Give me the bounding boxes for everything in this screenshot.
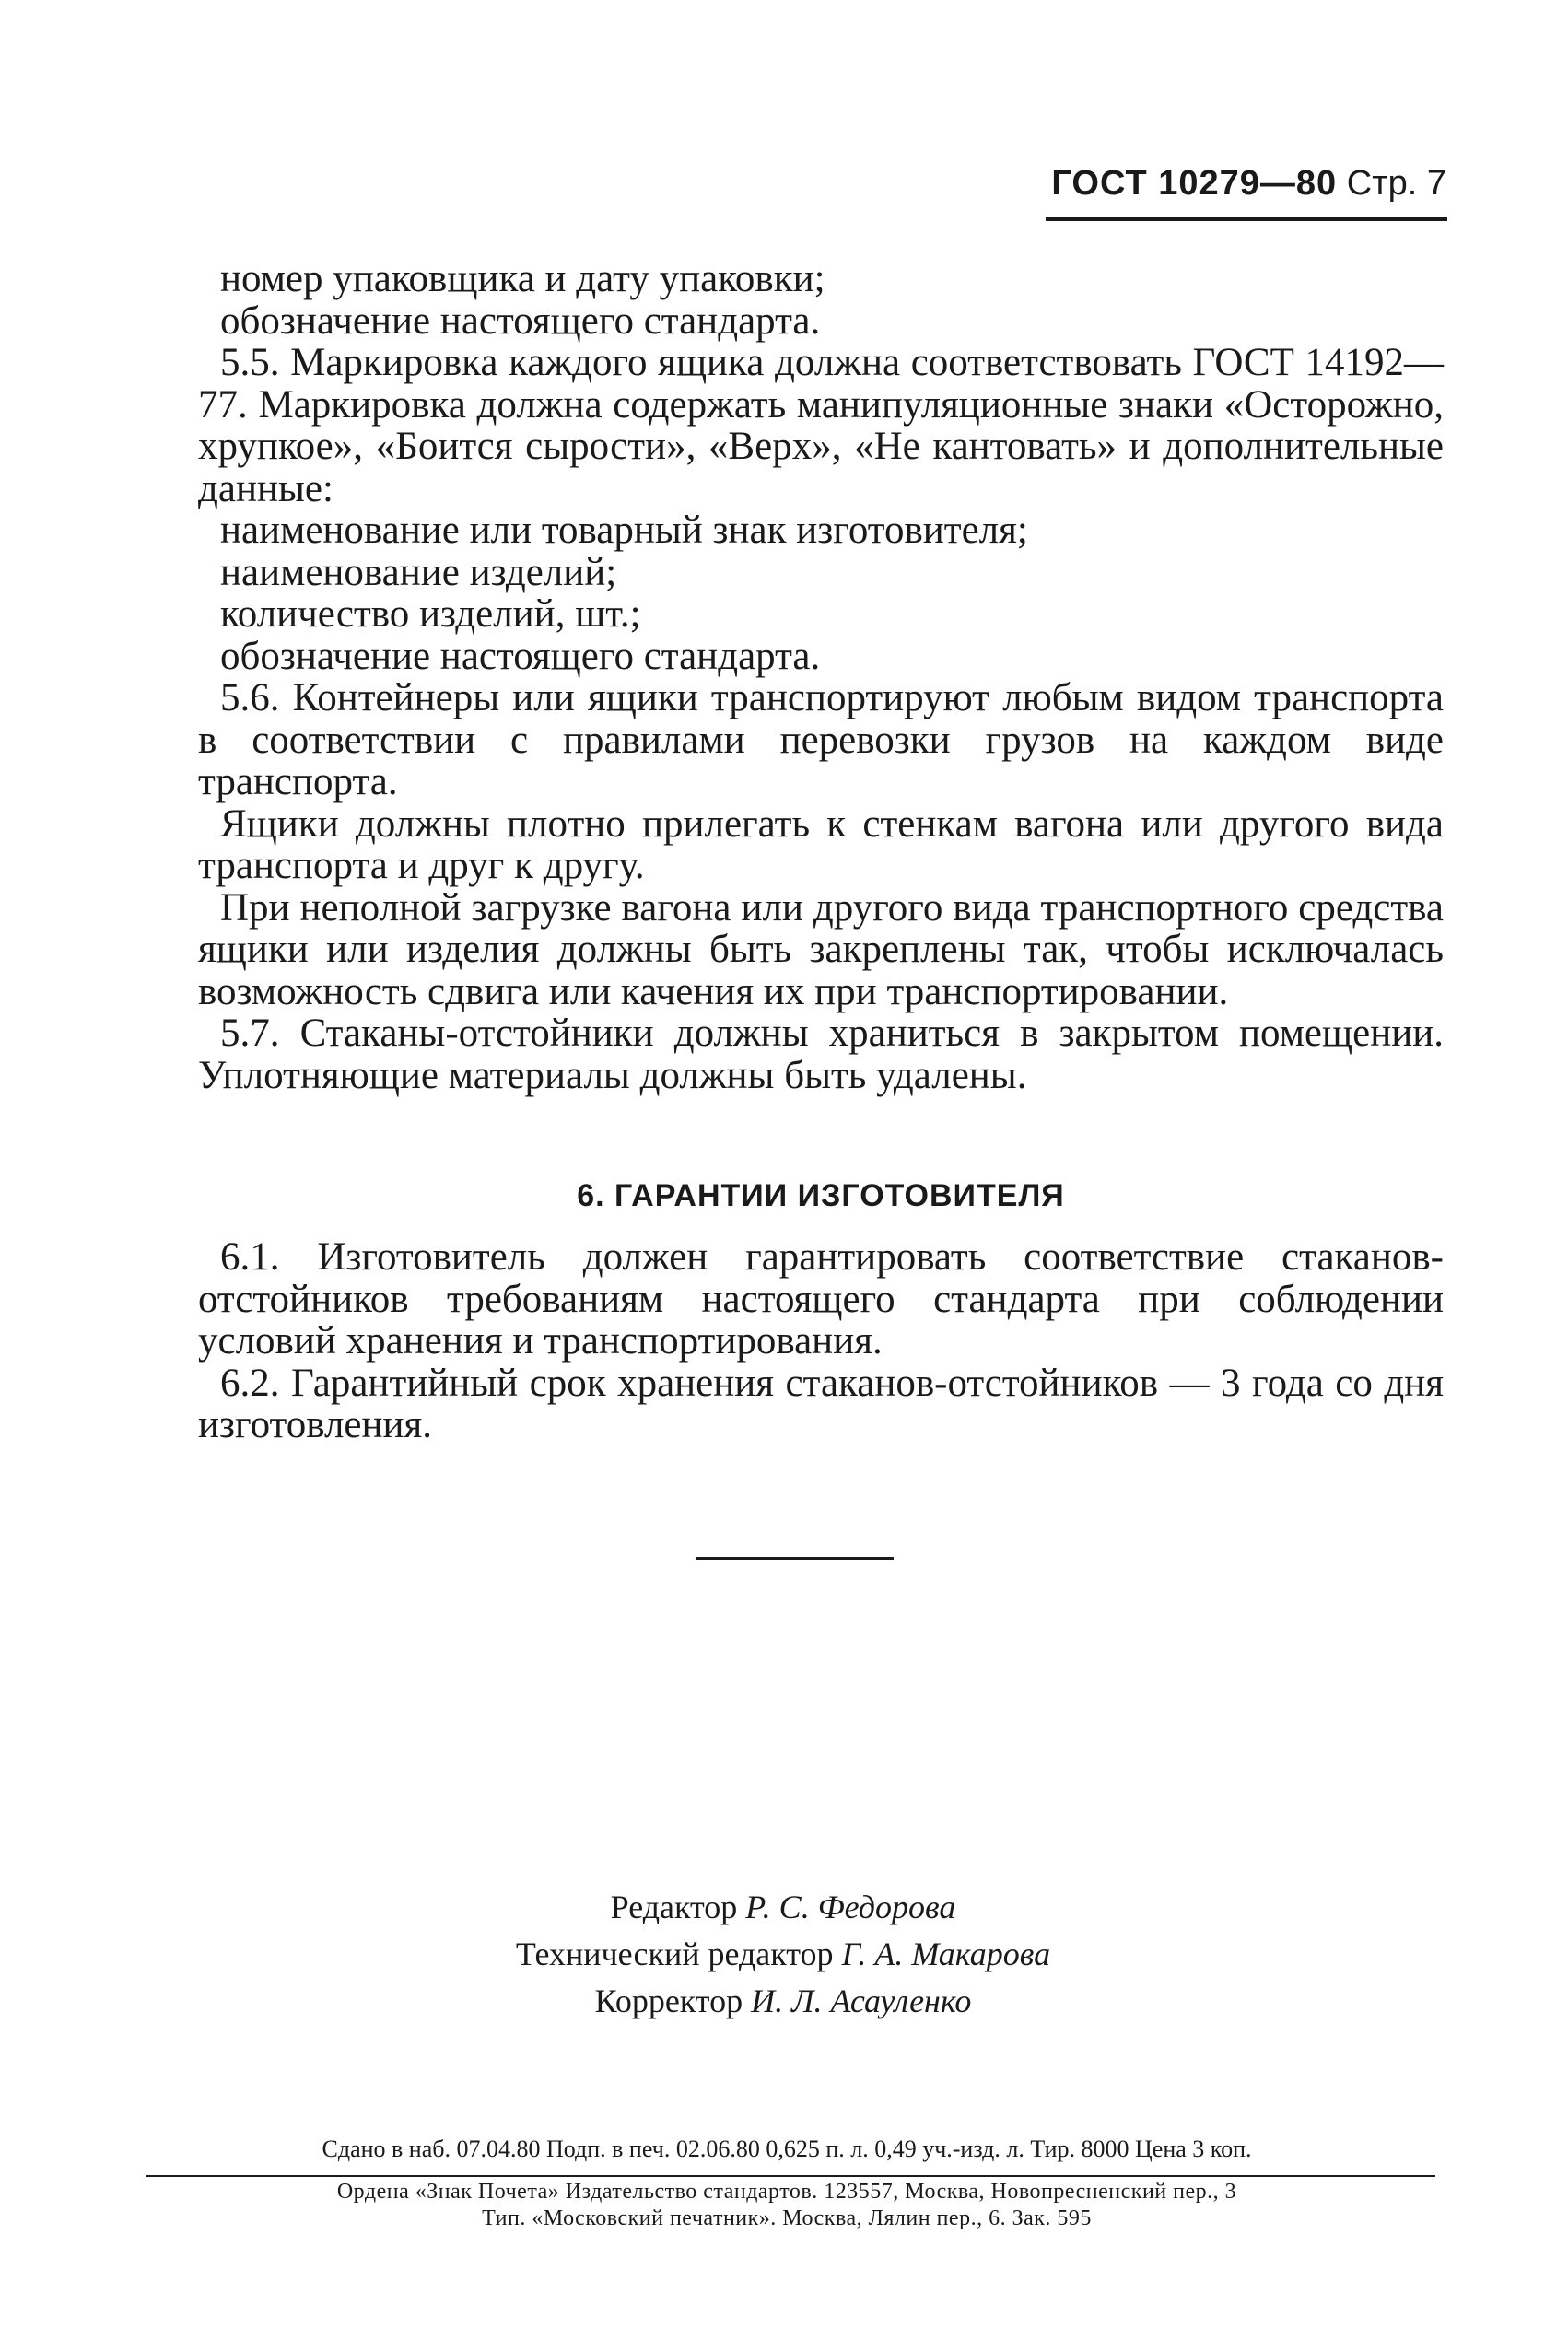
paragraph: При неполной загрузке вагона или другого вида транспортного средства ящики или изделия должны быть закреплены так, чтобы исключалась возможность сдвига или качения их при транспортировании. [198, 885, 1444, 1013]
printer-line: Тип. «Московский печатник». Москва, Лялин пер., 6. Зак. 595 [482, 2206, 1092, 2230]
tech-editor-line [350, 1931, 1216, 1978]
clause-5-6: 5.6. Контейнеры или ящики транспортируют любым видом транспорта в соответствии с правилами перевозки грузов на каждом виде транспорта. [198, 676, 1444, 803]
proofreader-role: Корректор [594, 1983, 743, 2019]
paragraph: обозначение настоящего стандарта. [220, 298, 821, 343]
page-number: Стр. 7 [1346, 164, 1446, 203]
proofreader-line [350, 1978, 1216, 2025]
end-divider [696, 1557, 894, 1560]
editor-line [350, 1884, 1216, 1931]
clause-6-1: 6.1. Изготовитель должен гарантировать соответствие стаканов-отстойников требованиям настоящего стандарта при соблюдении условий хранения и транспортирования. [198, 1235, 1444, 1363]
editor-role: Редактор [610, 1889, 738, 1925]
page-header [1013, 162, 1446, 205]
tech-editor-name: Г. А. Макарова [841, 1936, 1051, 1972]
imprint-rule [146, 2175, 1435, 2177]
body-text [198, 258, 1444, 1096]
clause-5-7: 5.7. Стаканы-отстойники должны храниться в закрытом помещении. Уплотняющие материалы должны быть удалены. [198, 1012, 1444, 1097]
tech-editor-role: Технический редактор [515, 1936, 834, 1972]
section-title: 6. ГАРАНТИИ ИЗГОТОВИТЕЛЯ [577, 1178, 1065, 1213]
proofreader-name: И. Л. Асауленко [751, 1983, 972, 2019]
list-item: обозначение настоящего стандарта. [220, 634, 821, 678]
list-item: наименование или товарный знак изготовителя; [220, 509, 1028, 552]
publisher-line: Ордена «Знак Почета» Издательство стандартов. 123557, Москва, Новопресненский пер., 3 [336, 2180, 1237, 2204]
clause-5-5: 5.5. Маркировка каждого ящика должна соответствовать ГОСТ 14192—77. Маркировка должна содержать манипуляционные знаки «Осторожно, хрупкое», «Боится сырости», «Верх», «Не кантовать» и дополнительные данные: [198, 341, 1444, 510]
list-item: наименование изделий; [220, 550, 617, 594]
paragraph: номер упаковщика и дату упаковки; [220, 257, 825, 300]
credits [350, 1884, 1216, 2025]
editor-name: Р. С. Федорова [745, 1889, 956, 1925]
header-rule [1046, 217, 1447, 221]
paragraph: Ящики должны плотно прилегать к стенкам вагона или другого вида транспорта и друг к другу. [198, 801, 1444, 887]
imprint-publisher [138, 2179, 1435, 2232]
clause-6-2: 6.2. Гарантийный срок хранения стаканов-отстойников — 3 года со дня изготовления. [198, 1361, 1444, 1446]
section-6-body [198, 1236, 1444, 1446]
list-item: количество изделий, шт.; [220, 592, 641, 636]
imprint-print-details: Сдано в наб. 07.04.80 Подп. в печ. 02.06.80 0,625 п. л. 0,49 уч.-изд. л. Тир. 8000 Цена 3 коп. [322, 2135, 1252, 2162]
standard-id: ГОСТ 10279—80 [1051, 164, 1338, 203]
